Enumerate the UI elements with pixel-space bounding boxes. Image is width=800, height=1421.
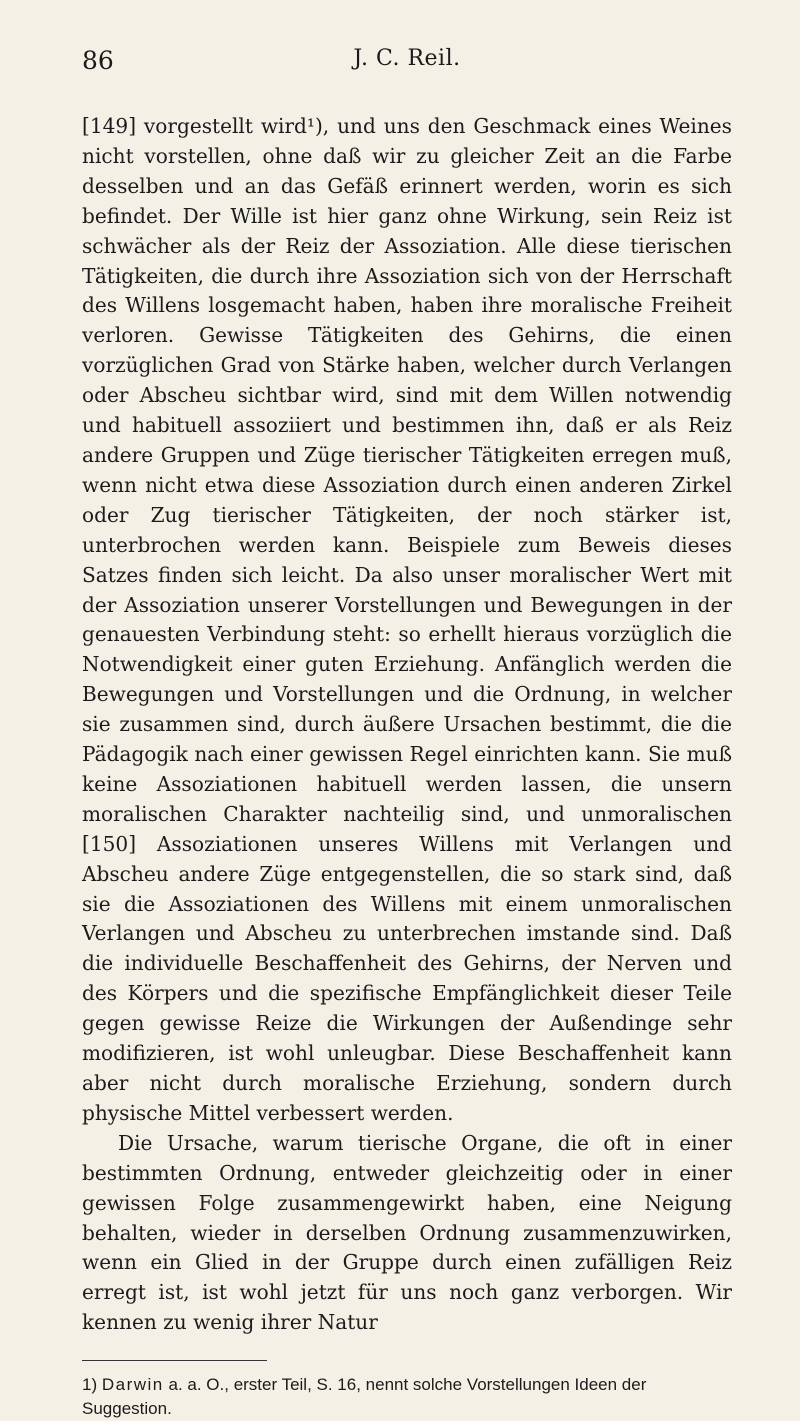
footnote	[82, 1373, 732, 1421]
footnote-author: Darwin	[101, 1375, 164, 1395]
page-number: 86	[82, 46, 114, 75]
footnote-marker: 1)	[82, 1375, 98, 1395]
book-page	[82, 46, 732, 1421]
paragraph-1: [149] vorgestellt wird¹), und uns den Geschmack eines Weines nicht vorstellen, ohne daß wir zu gleicher Zeit an die Farbe desselben und an das Gefäß erinnert werden, worin es sich befindet. Der Wille ist hier ganz ohne Wirkung, sein Reiz ist schwächer als der Reiz der Assoziation. Alle diese tierischen Tätigkeiten, die durch ihre Assoziation sich von der Herrschaft des Willens losgemacht haben, haben ihre moralische Freiheit verloren. Gewisse Tätigkeiten des Gehirns, die einen vorzüglichen Grad von Stärke haben, welcher durch Verlangen oder Abscheu sichtbar wird, sind mit dem Willen notwendig und habituell assoziiert und bestimmen ihn, daß er als Reiz andere Gruppen und Züge tierischer Tätigkeiten erregen muß, wenn nicht etwa diese Assoziation durch einen anderen Zirkel oder Zug tierischer Tätigkeiten, der noch stärker ist, unterbrochen werden kann. Beispiele zum Beweis dieses Satzes finden sich leicht. Da also unser moralischer Wert mit der Assoziation unserer Vorstellungen und Bewegungen in der genauesten Verbindung steht: so erhellt hieraus vorzüglich die Notwendigkeit einer guten Erziehung. Anfänglich werden die Bewegungen und Vorstellungen und die Ordnung, in welcher sie zusammen sind, durch äußere Ursachen bestimmt, die die Pädagogik nach einer gewissen Regel einrichten kann. Sie muß keine Assoziationen habituell werden lassen, die unsern moralischen Charakter nachteilig sind, und unmoralischen [150] Assoziationen unseres Willens mit Verlangen und Abscheu andere Züge entgegenstellen, die so stark sind, daß sie die Assoziationen des Willens mit einem unmoralischen Verlangen und Abscheu zu unterbrechen imstande sind. Daß die individuelle Beschaffenheit des Gehirns, der Nerven und des Körpers und die spezifische Empfänglichkeit dieser Teile gegen gewisse Reize die Wirkungen der Außendinge sehr modifizieren, ist wohl unleugbar. Diese Beschaffenheit kann aber nicht durch moralische Erziehung, sondern durch physische Mittel verbessert werden.	[82, 114, 732, 1125]
paragraph-2: Die Ursache, warum tierische Organe, die oft in einer bestimmten Ordnung, entweder gleichzeitig oder in einer gewissen Folge zusammengewirkt haben, eine Neigung behalten, wieder in derselben Ordnung zusammenzuwirken, wenn ein Glied in der Gruppe durch einen zufälligen Reiz erregt ist, ist wohl jetzt für uns noch ganz verborgen. Wir kennen zu wenig ihrer Natur	[82, 1130, 732, 1335]
footnote-text: a. a. O., erster Teil, S. 16, nennt solche Vorstellungen Ideen der Suggestion.	[82, 1375, 647, 1419]
page-header	[82, 46, 732, 86]
footnote-divider	[82, 1360, 267, 1361]
running-head: J. C. Reil.	[353, 46, 461, 71]
body-text	[82, 112, 732, 1338]
